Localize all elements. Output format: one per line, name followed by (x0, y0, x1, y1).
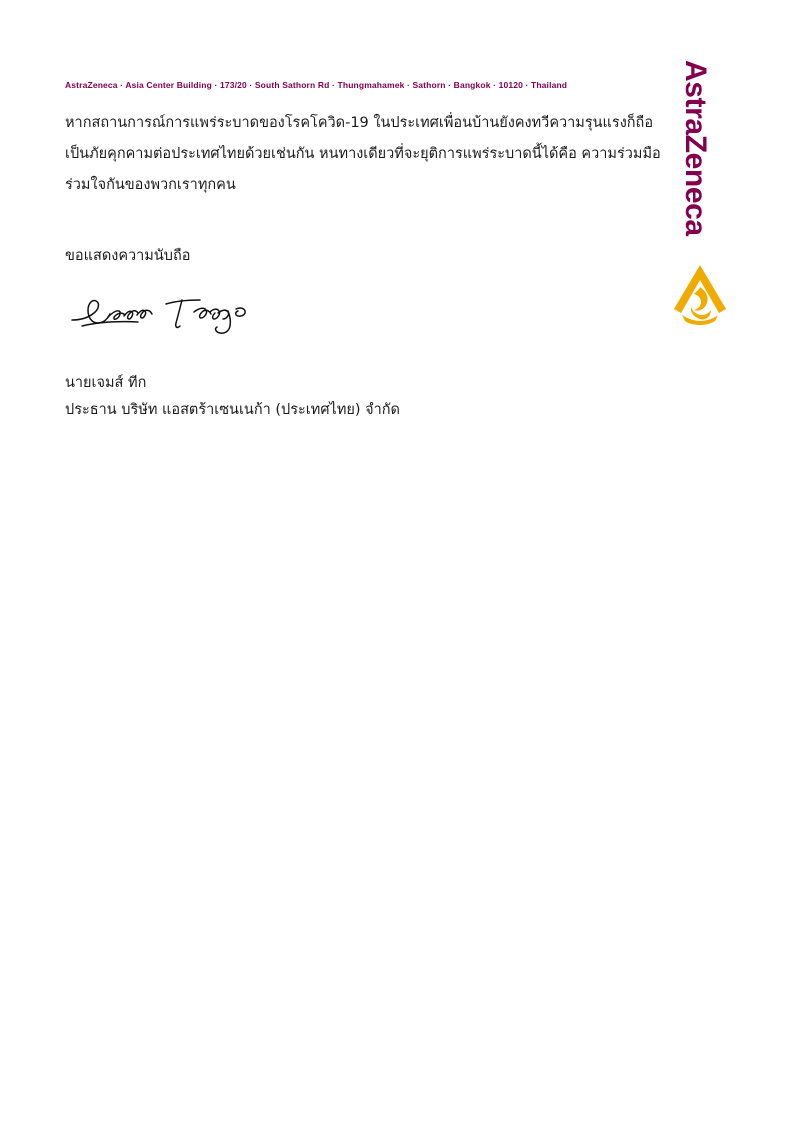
closing-salutation: ขอแสดงความนับถือ (65, 248, 191, 264)
company-address-line: AstraZeneca · Asia Center Building · 173/20 · South Sathorn Rd · Thungmahamek · Sathorn · Bangkok · 10120 · Thailand (65, 80, 568, 90)
letter-body (65, 108, 665, 202)
astrazeneca-symbol-icon (670, 263, 730, 325)
handwritten-signature (68, 290, 248, 340)
astrazeneca-logo (678, 58, 738, 328)
body-paragraph: หากสถานการณ์การแพร่ระบาดของโรคโควิด-19 ในประเทศเพื่อนบ้านยังคงทวีความรุนแรงก็ถือเป็นภัยคุกคามต่อประเทศไทยด้วยเช่นกัน หนทางเดียวที่จะยุติการแพร่ระบาดนี้ได้คือ ความร่วมมือร่วมใจกันของพวกเราทุกคน (65, 115, 661, 194)
signer-title: ประธาน บริษัท แอสตร้าเซนเนก้า (ประเทศไทย) จำกัด (65, 401, 400, 418)
signer-name: นายเจมส์ ทีก (65, 375, 147, 391)
astrazeneca-wordmark (678, 58, 718, 268)
signer-block (65, 370, 400, 424)
astrazeneca-wordmark-text: AstraZeneca (679, 60, 712, 236)
